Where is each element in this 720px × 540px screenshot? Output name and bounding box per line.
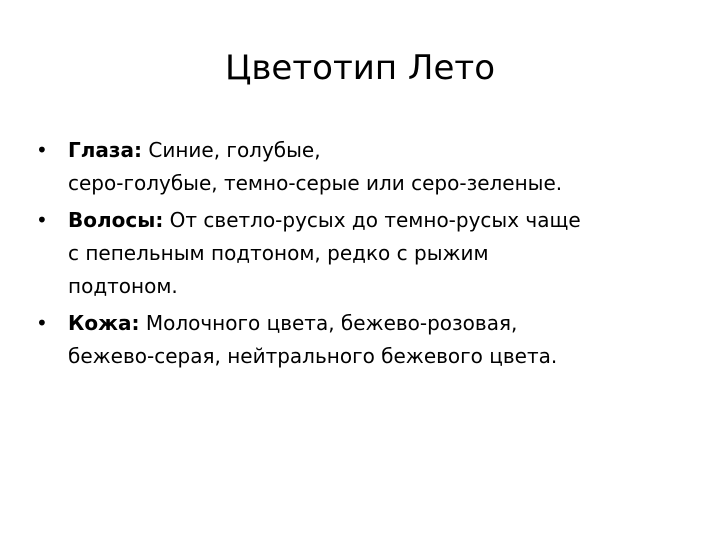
bullet-dot-icon: • — [36, 208, 48, 232]
bullet-text: Молочного цвета, бежево-розовая, — [145, 311, 518, 335]
bullet-label-hair: Волосы: — [68, 208, 164, 232]
bullet-dot-icon: • — [36, 311, 48, 335]
bullet-line — [68, 204, 686, 237]
bullet-dot-icon: • — [36, 138, 48, 162]
bullet-line — [68, 134, 686, 167]
bullet-label-skin: Кожа: — [68, 311, 140, 335]
bullet-skin — [36, 307, 686, 373]
bullet-text: Синие, голубые, — [148, 138, 321, 162]
bullet-line: с пепельным подтоном, редко с рыжим — [68, 241, 489, 265]
bullet-list — [36, 134, 686, 377]
bullet-line — [68, 307, 686, 340]
slide-title: Цветотип Лето — [225, 48, 495, 88]
bullet-eyes — [36, 134, 686, 200]
bullet-hair — [36, 204, 686, 303]
bullet-line: бежево-серая, нейтрального бежевого цвета. — [68, 344, 558, 368]
bullet-line: серо-голубые, темно-серые или серо-зеленые. — [68, 171, 563, 195]
bullet-label-eyes: Глаза: — [68, 138, 143, 162]
bullet-line: подтоном. — [68, 274, 178, 298]
bullet-text: От светло-русых до темно-русых чаще — [169, 208, 581, 232]
